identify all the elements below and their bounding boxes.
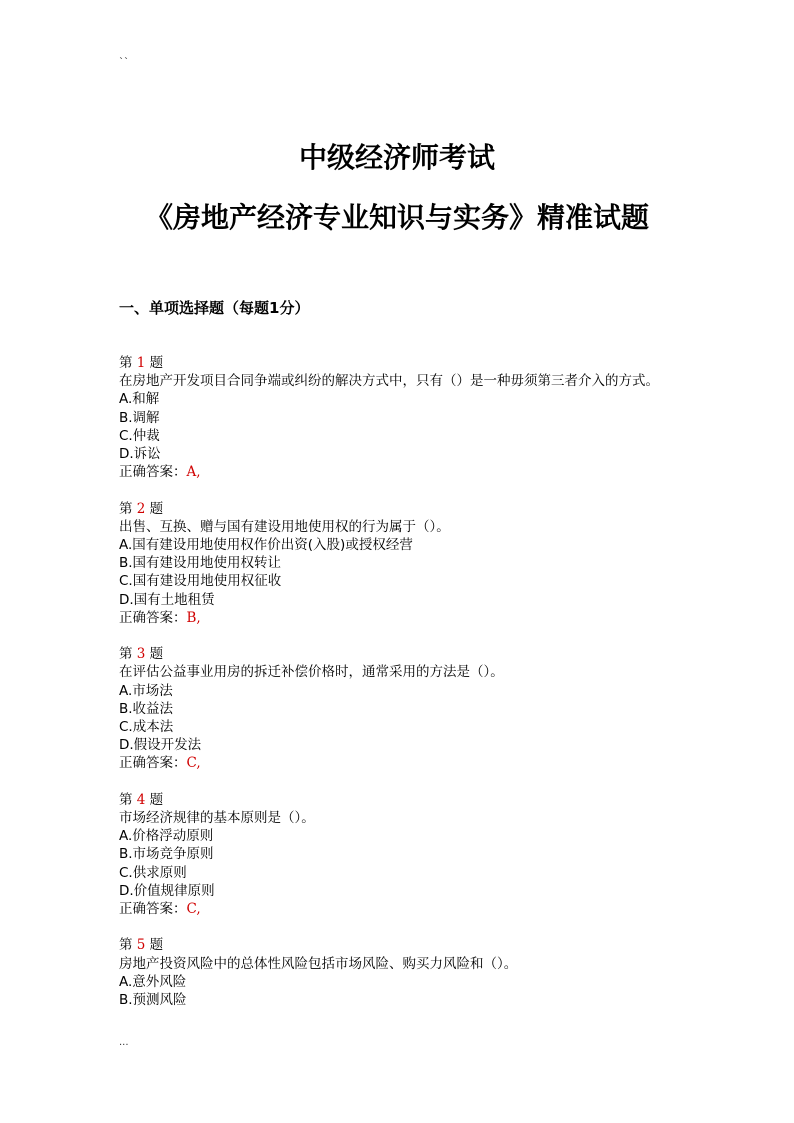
answer-label: 正确答案：: [119, 464, 187, 481]
question-number: 4: [136, 791, 146, 808]
question-stem: 出售、互换、赠与国有建设用地使用权的行为属于（）。: [119, 518, 450, 535]
section-heading: 一、单项选择题（每题1分）: [119, 299, 310, 317]
question-prefix: 第: [119, 646, 137, 663]
answer-value: C,: [186, 755, 201, 772]
question-number-line: [119, 645, 679, 663]
page-title-line1: 中级经济师考试: [298, 141, 495, 174]
correct-answer-line: [119, 900, 679, 918]
question-number-line: [119, 936, 679, 954]
answer-option: D.诉讼: [119, 446, 161, 463]
answer-option: D.价值规律原则: [119, 882, 215, 899]
answer-label: 正确答案：: [119, 755, 187, 772]
answer-option: C.成本法: [119, 719, 174, 736]
question-prefix: 第: [119, 937, 137, 954]
answer-value: A,: [186, 464, 201, 481]
question-number: 3: [136, 646, 146, 663]
question-block: [119, 936, 679, 1009]
question-suffix: 题: [145, 500, 164, 517]
question-stem: 房地产投资风险中的总体性风险包括市场风险、购买力风险和（）。: [119, 955, 518, 972]
answer-option: A.国有建设用地使用权作价出资(入股)或授权经营: [119, 537, 413, 554]
question-prefix: 第: [119, 500, 137, 517]
question-block: [119, 645, 679, 772]
correct-answer-line: [119, 754, 679, 772]
correct-answer-line: [119, 463, 679, 481]
answer-option: B.调解: [119, 409, 160, 426]
answer-option: C.供求原则: [119, 864, 187, 881]
question-number-line: [119, 500, 679, 518]
answer-option: C.仲裁: [119, 427, 160, 444]
question-number-line: [119, 354, 679, 372]
footer-mark: ...: [119, 1037, 129, 1048]
question-number-line: [119, 791, 679, 809]
question-prefix: 第: [119, 791, 137, 808]
answer-option: D.国有土地租赁: [119, 591, 215, 608]
page-title-line2: 《房地产经济专业知识与实务》精准试题: [144, 201, 649, 234]
question-stem: 在房地产开发项目合同争端或纠纷的解决方式中，只有（）是一种毋须第三者介入的方式。: [119, 373, 659, 390]
header-mark: ``: [119, 57, 129, 68]
question-suffix: 题: [145, 646, 164, 663]
answer-option: A.市场法: [119, 682, 173, 699]
question-number: 1: [136, 355, 146, 371]
answer-label: 正确答案：: [119, 901, 187, 918]
answer-option: B.预测风险: [119, 992, 187, 1009]
question-prefix: 第: [119, 355, 137, 371]
answer-option: B.市场竞争原则: [119, 846, 214, 863]
question-stem: 市场经济规律的基本原则是（）。: [119, 810, 315, 827]
question-suffix: 题: [145, 937, 164, 954]
answer-option: A.和解: [119, 391, 160, 408]
question-number: 5: [136, 937, 146, 954]
answer-option: A.价格浮动原则: [119, 828, 214, 845]
question-block: [119, 500, 679, 627]
answer-option: D.假设开发法: [119, 737, 202, 754]
question-suffix: 题: [145, 791, 164, 808]
answer-option: B.国有建设用地使用权转让: [119, 555, 282, 572]
answer-option: C.国有建设用地使用权征收: [119, 573, 282, 590]
answer-option: A.意外风险: [119, 973, 187, 990]
answer-label: 正确答案：: [119, 609, 187, 626]
question-number: 2: [136, 500, 146, 517]
answer-value: B,: [186, 609, 201, 626]
question-block: [119, 791, 679, 918]
question-block: [119, 354, 679, 481]
question-suffix: 题: [145, 355, 164, 371]
answer-value: C,: [186, 901, 201, 918]
question-stem: 在评估公益事业用房的拆迁补偿价格时，通常采用的方法是（）。: [119, 664, 504, 681]
answer-option: B.收益法: [119, 700, 174, 717]
correct-answer-line: [119, 609, 679, 627]
question-list: [119, 354, 679, 1027]
